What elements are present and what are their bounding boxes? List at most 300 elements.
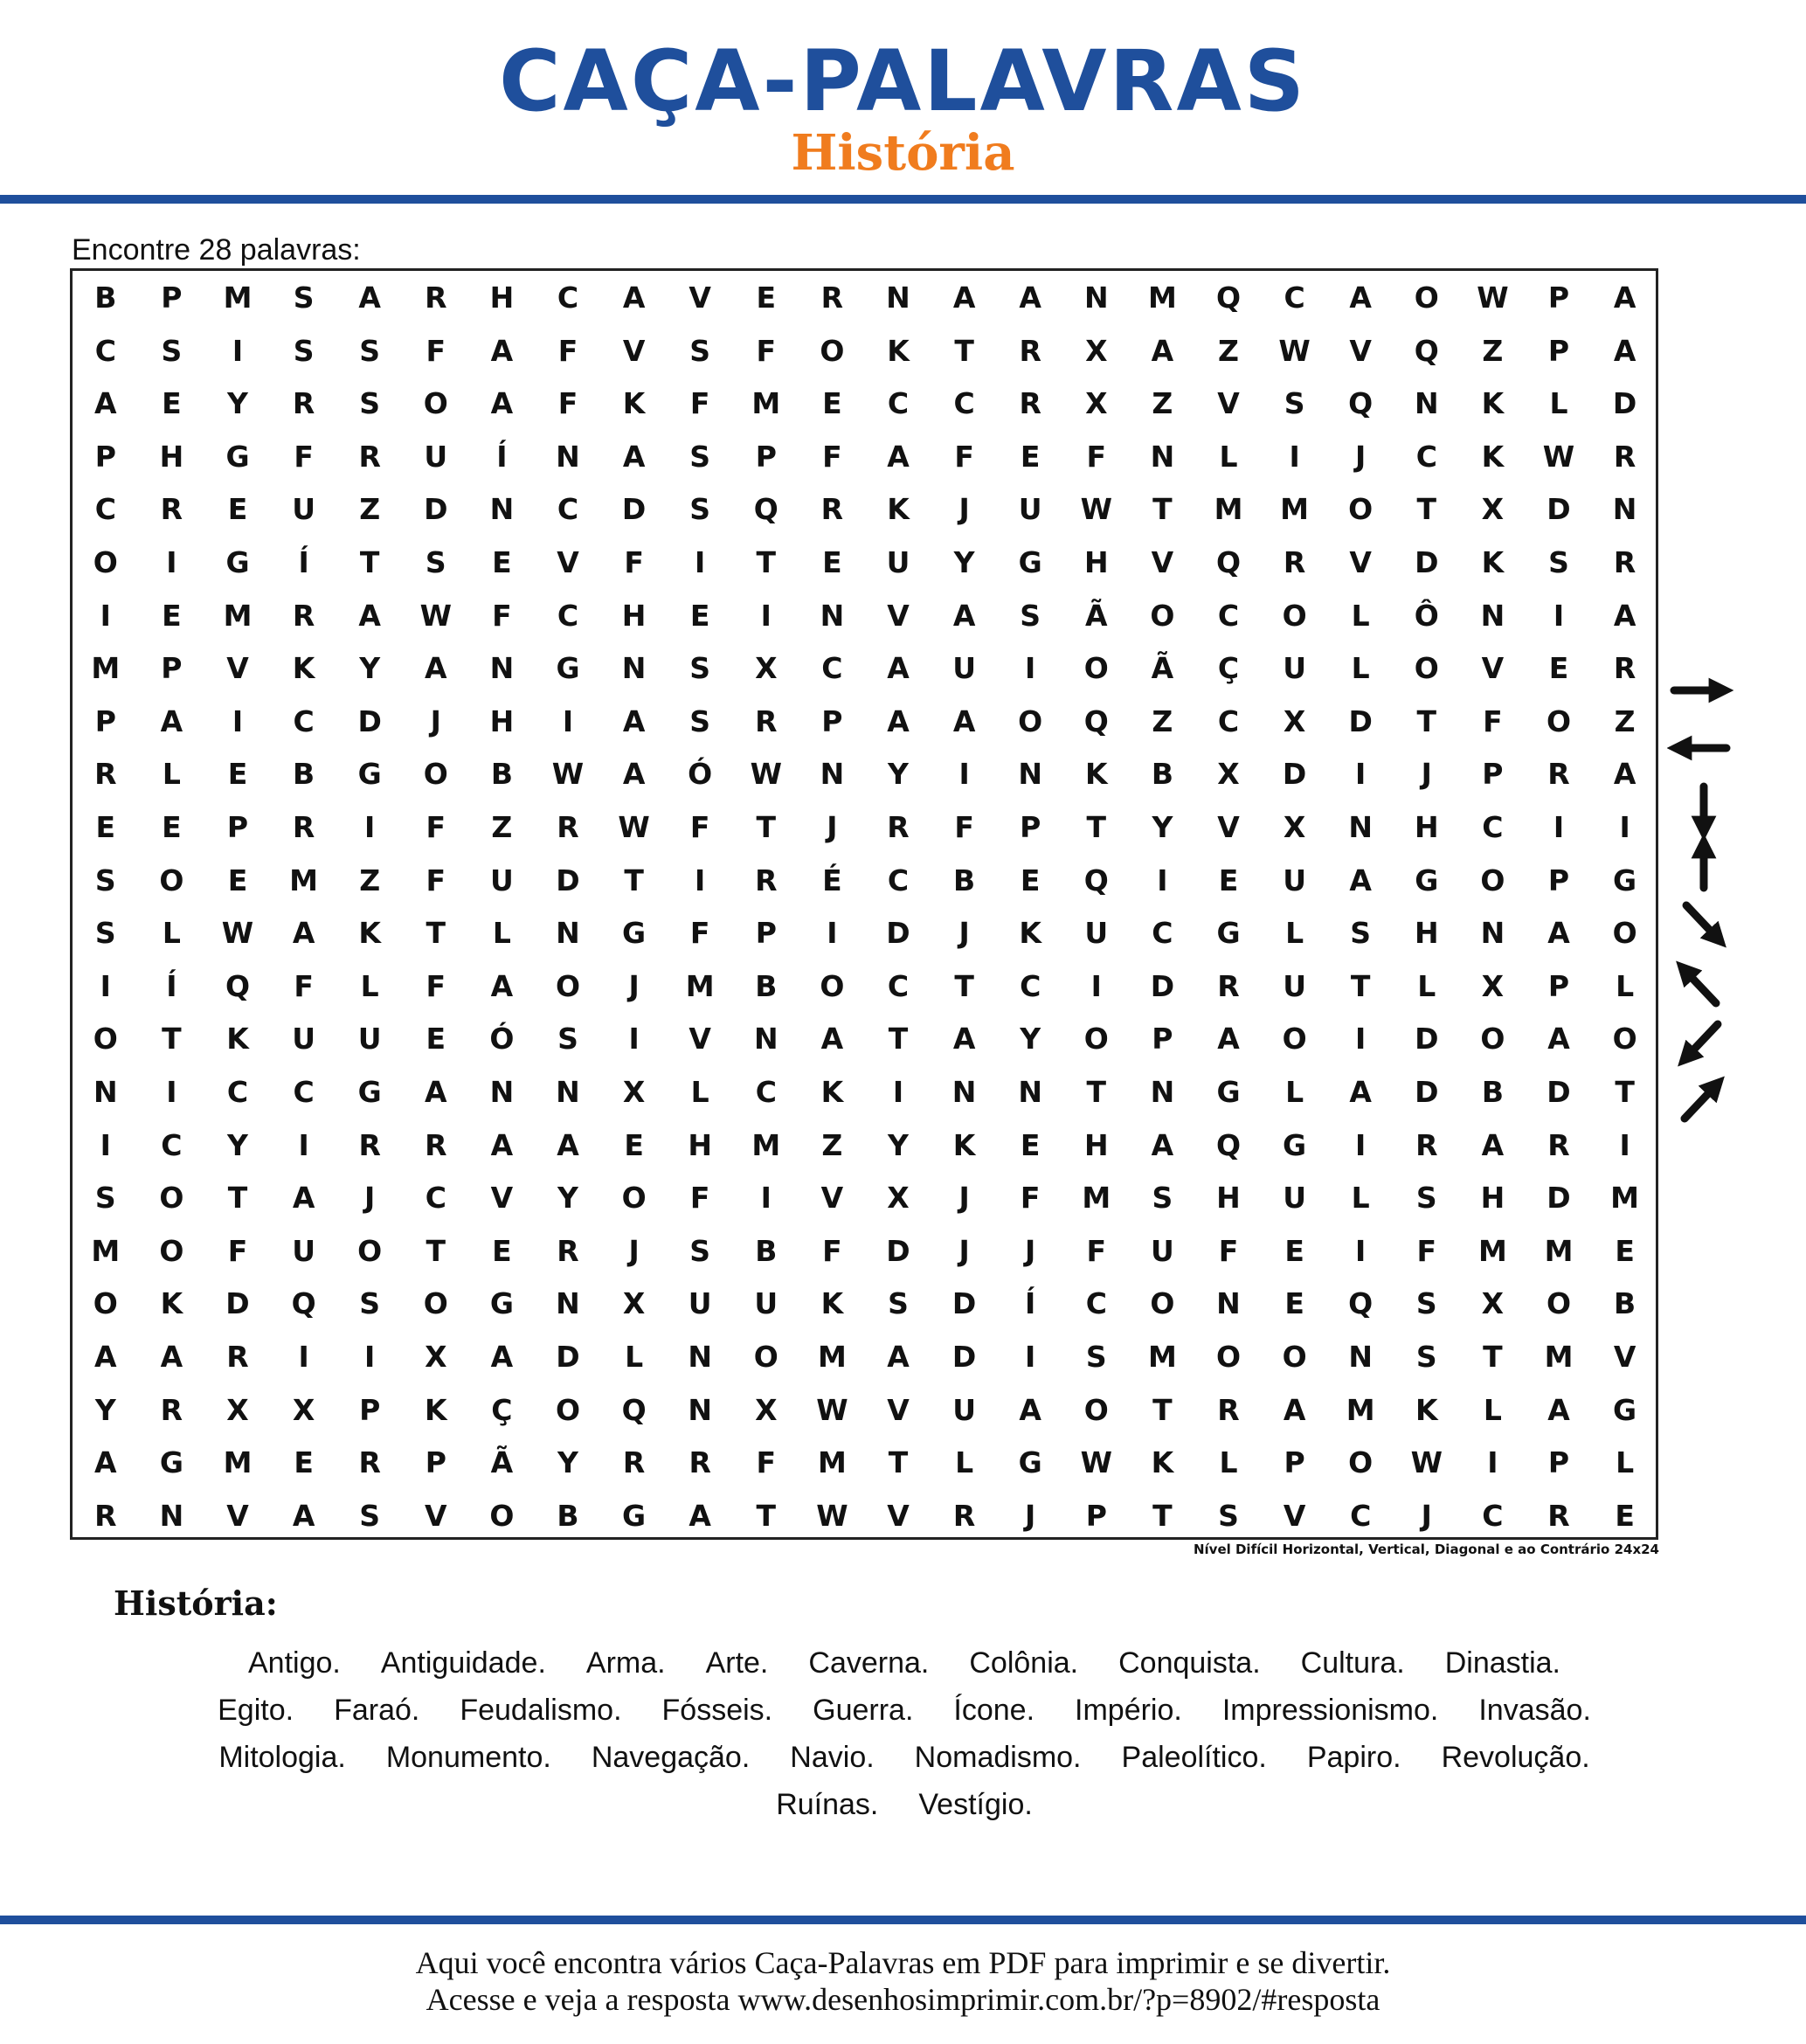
grid-cell[interactable]: C <box>1482 1498 1504 1533</box>
grid-cell[interactable]: V <box>1217 386 1240 421</box>
grid-cell[interactable]: L <box>1616 968 1635 1003</box>
grid-cell[interactable]: S <box>293 333 315 368</box>
grid-cell[interactable]: O <box>489 1498 515 1533</box>
grid-cell[interactable]: J <box>1421 757 1432 792</box>
grid-cell[interactable]: H <box>1216 1181 1241 1216</box>
grid-cell[interactable]: O <box>159 1233 184 1268</box>
grid-cell[interactable]: M <box>223 281 253 315</box>
grid-cell[interactable]: E <box>426 1022 446 1057</box>
grid-cell[interactable]: Y <box>888 757 909 792</box>
grid-cell[interactable]: U <box>952 651 976 686</box>
grid-cell[interactable]: G <box>1283 1127 1307 1162</box>
grid-cell[interactable]: U <box>754 1286 778 1321</box>
grid-cell[interactable]: Ô <box>1414 598 1439 633</box>
grid-cell[interactable]: M <box>1544 1233 1574 1268</box>
grid-cell[interactable]: N <box>1348 810 1373 844</box>
grid-cell[interactable]: Q <box>1083 703 1109 738</box>
grid-cell[interactable]: N <box>1216 1286 1241 1321</box>
grid-cell[interactable]: V <box>887 598 910 633</box>
grid-cell[interactable]: I <box>298 1127 309 1162</box>
grid-cell[interactable]: N <box>1018 757 1042 792</box>
grid-cell[interactable]: M <box>223 1445 253 1480</box>
grid-cell[interactable]: R <box>755 703 778 738</box>
grid-cell[interactable]: W <box>816 1498 848 1533</box>
grid-cell[interactable]: C <box>1020 968 1041 1003</box>
grid-cell[interactable]: O <box>1150 598 1175 633</box>
grid-cell[interactable]: Q <box>753 492 778 527</box>
grid-cell[interactable]: R <box>887 810 910 844</box>
grid-cell[interactable]: R <box>1613 545 1636 579</box>
grid-cell[interactable]: I <box>166 1075 177 1109</box>
grid-cell[interactable]: F <box>1020 1181 1041 1216</box>
grid-cell[interactable]: K <box>1085 757 1108 792</box>
grid-cell[interactable]: U <box>292 492 315 527</box>
grid-cell[interactable]: A <box>622 757 646 792</box>
grid-cell[interactable]: K <box>358 916 381 951</box>
grid-cell[interactable]: I <box>100 1127 111 1162</box>
grid-cell[interactable]: D <box>951 1340 977 1374</box>
grid-cell[interactable]: F <box>1416 1233 1437 1268</box>
grid-cell[interactable]: A <box>1151 333 1174 368</box>
grid-cell[interactable]: V <box>887 1392 910 1427</box>
grid-cell[interactable]: D <box>1282 757 1307 792</box>
grid-cell[interactable]: O <box>1612 1022 1637 1057</box>
grid-cell[interactable]: N <box>886 281 910 315</box>
grid-cell[interactable]: X <box>1481 1286 1505 1321</box>
grid-cell[interactable]: P <box>425 1445 446 1480</box>
grid-cell[interactable]: H <box>1083 1127 1109 1162</box>
grid-cell[interactable]: A <box>1613 757 1636 792</box>
grid-cell[interactable]: G <box>1216 1075 1241 1109</box>
grid-cell[interactable]: F <box>1086 439 1107 474</box>
grid-cell[interactable]: R <box>425 281 447 315</box>
grid-cell[interactable]: D <box>886 1233 910 1268</box>
grid-cell[interactable]: R <box>358 1127 381 1162</box>
grid-cell[interactable]: E <box>1020 439 1041 474</box>
grid-cell[interactable]: A <box>952 598 976 633</box>
grid-cell[interactable]: K <box>1481 386 1505 421</box>
grid-cell[interactable]: D <box>1415 1022 1439 1057</box>
grid-cell[interactable]: I <box>1355 1127 1367 1162</box>
grid-cell[interactable]: O <box>1612 916 1637 951</box>
grid-cell[interactable]: B <box>490 757 513 792</box>
grid-cell[interactable]: M <box>751 386 781 421</box>
grid-cell[interactable]: R <box>94 1498 117 1533</box>
grid-cell[interactable]: P <box>1547 333 1570 368</box>
grid-cell[interactable]: N <box>489 492 515 527</box>
grid-cell[interactable]: X <box>226 1392 249 1427</box>
grid-cell[interactable]: N <box>1150 439 1175 474</box>
grid-cell[interactable]: O <box>820 333 845 368</box>
grid-cell[interactable]: O <box>423 1286 448 1321</box>
grid-cell[interactable]: U <box>1283 1181 1306 1216</box>
grid-cell[interactable]: E <box>1548 651 1569 686</box>
grid-cell[interactable]: S <box>1218 1498 1239 1533</box>
grid-cell[interactable]: V <box>226 651 249 686</box>
grid-cell[interactable]: K <box>292 651 315 686</box>
grid-cell[interactable]: N <box>556 916 580 951</box>
grid-cell[interactable]: D <box>1348 703 1373 738</box>
grid-cell[interactable]: D <box>1547 492 1571 527</box>
grid-cell[interactable]: Q <box>1348 386 1374 421</box>
grid-cell[interactable]: H <box>1083 545 1109 579</box>
grid-cell[interactable]: R <box>1613 439 1636 474</box>
grid-cell[interactable]: V <box>887 1498 910 1533</box>
grid-cell[interactable]: N <box>1018 1075 1042 1109</box>
grid-cell[interactable]: M <box>289 863 319 897</box>
grid-cell[interactable]: D <box>424 492 448 527</box>
grid-cell[interactable]: J <box>827 810 838 844</box>
grid-cell[interactable]: D <box>1415 545 1439 579</box>
grid-cell[interactable]: L <box>625 1340 644 1374</box>
grid-cell[interactable]: A <box>292 1498 315 1533</box>
grid-cell[interactable]: P <box>1284 1445 1305 1480</box>
grid-cell[interactable]: T <box>756 545 777 579</box>
grid-cell[interactable]: A <box>1217 1022 1240 1057</box>
grid-cell[interactable]: O <box>753 1340 778 1374</box>
grid-cell[interactable]: G <box>1415 863 1439 897</box>
grid-cell[interactable]: A <box>160 1340 183 1374</box>
grid-cell[interactable]: M <box>1544 1340 1574 1374</box>
grid-cell[interactable]: T <box>1483 1340 1503 1374</box>
grid-cell[interactable]: K <box>820 1075 844 1109</box>
grid-cell[interactable]: A <box>94 1340 117 1374</box>
grid-cell[interactable]: Q <box>621 1392 647 1427</box>
grid-cell[interactable]: U <box>292 1022 315 1057</box>
grid-cell[interactable]: A <box>94 386 117 421</box>
grid-cell[interactable]: M <box>1082 1181 1111 1216</box>
grid-cell[interactable]: J <box>430 703 441 738</box>
grid-cell[interactable]: F <box>689 916 710 951</box>
grid-cell[interactable]: S <box>689 703 711 738</box>
grid-cell[interactable]: A <box>292 916 315 951</box>
grid-cell[interactable]: U <box>489 863 514 897</box>
grid-cell[interactable]: Y <box>557 1181 578 1216</box>
grid-cell[interactable]: Q <box>291 1286 316 1321</box>
grid-cell[interactable]: C <box>1217 598 1240 633</box>
grid-cell[interactable]: W <box>1410 1445 1443 1480</box>
grid-cell[interactable]: W <box>551 757 585 792</box>
grid-cell[interactable]: N <box>1480 916 1505 951</box>
grid-cell[interactable]: Q <box>1215 1127 1242 1162</box>
grid-cell[interactable]: H <box>688 1127 712 1162</box>
grid-cell[interactable]: B <box>953 863 976 897</box>
grid-cell[interactable]: K <box>425 1392 447 1427</box>
grid-cell[interactable]: T <box>624 863 644 897</box>
grid-cell[interactable]: C <box>887 863 910 897</box>
grid-cell[interactable]: L <box>1483 1392 1502 1427</box>
grid-cell[interactable]: S <box>1284 386 1305 421</box>
grid-cell[interactable]: S <box>557 1022 578 1057</box>
grid-cell[interactable]: R <box>688 1445 711 1480</box>
grid-cell[interactable]: U <box>357 1022 382 1057</box>
grid-cell[interactable]: R <box>755 863 778 897</box>
grid-cell[interactable]: O <box>423 386 448 421</box>
grid-cell[interactable]: M <box>817 1445 847 1480</box>
grid-cell[interactable]: E <box>162 386 182 421</box>
grid-cell[interactable]: C <box>1482 810 1504 844</box>
grid-cell[interactable]: R <box>1415 1127 1438 1162</box>
grid-cell[interactable]: T <box>888 1022 909 1057</box>
grid-cell[interactable]: A <box>490 333 514 368</box>
grid-cell[interactable]: I <box>1355 757 1367 792</box>
grid-cell[interactable]: L <box>1351 1181 1370 1216</box>
grid-cell[interactable]: T <box>1416 703 1437 738</box>
grid-cell[interactable]: V <box>820 1181 844 1216</box>
grid-cell[interactable]: O <box>1083 1392 1109 1427</box>
grid-cell[interactable]: H <box>1414 810 1439 844</box>
grid-cell[interactable]: Z <box>1152 703 1173 738</box>
grid-cell[interactable]: T <box>1152 492 1173 527</box>
grid-cell[interactable]: C <box>953 386 975 421</box>
grid-cell[interactable]: S <box>1020 598 1041 633</box>
grid-cell[interactable]: D <box>1415 1075 1439 1109</box>
grid-cell[interactable]: U <box>1283 863 1306 897</box>
grid-cell[interactable]: Ã <box>1085 598 1108 633</box>
grid-cell[interactable]: P <box>1547 863 1570 897</box>
grid-cell[interactable]: O <box>1546 1286 1572 1321</box>
grid-cell[interactable]: D <box>1612 386 1637 421</box>
grid-cell[interactable]: A <box>1019 281 1041 315</box>
grid-cell[interactable]: F <box>426 863 446 897</box>
grid-cell[interactable]: P <box>1482 757 1504 792</box>
grid-cell[interactable]: J <box>958 1233 970 1268</box>
grid-cell[interactable]: N <box>159 1498 184 1533</box>
grid-cell[interactable]: U <box>886 545 910 579</box>
grid-cell[interactable]: D <box>357 703 382 738</box>
grid-cell[interactable]: I <box>695 863 706 897</box>
grid-cell[interactable]: P <box>161 281 183 315</box>
grid-cell[interactable]: N <box>556 1286 580 1321</box>
grid-cell[interactable]: P <box>755 916 777 951</box>
grid-cell[interactable]: N <box>1612 492 1637 527</box>
grid-cell[interactable]: X <box>292 1392 315 1427</box>
grid-cell[interactable]: O <box>1083 1022 1109 1057</box>
grid-cell[interactable]: S <box>425 545 446 579</box>
grid-cell[interactable]: M <box>1477 1233 1507 1268</box>
grid-cell[interactable]: P <box>821 703 843 738</box>
grid-cell[interactable]: F <box>426 968 446 1003</box>
grid-cell[interactable]: R <box>94 757 117 792</box>
grid-cell[interactable]: Q <box>1348 1286 1374 1321</box>
grid-cell[interactable]: F <box>954 439 974 474</box>
grid-cell[interactable]: A <box>622 439 646 474</box>
grid-cell[interactable]: Y <box>888 1127 909 1162</box>
grid-cell[interactable]: M <box>1147 281 1177 315</box>
grid-cell[interactable]: T <box>426 1233 446 1268</box>
grid-cell[interactable]: M <box>751 1127 781 1162</box>
grid-cell[interactable]: V <box>622 333 646 368</box>
grid-cell[interactable]: N <box>489 1075 515 1109</box>
grid-cell[interactable]: R <box>358 1445 381 1480</box>
grid-cell[interactable]: D <box>886 916 910 951</box>
grid-cell[interactable]: S <box>359 333 381 368</box>
grid-cell[interactable]: D <box>1547 1181 1571 1216</box>
grid-cell[interactable]: L <box>1285 1075 1304 1109</box>
grid-cell[interactable]: N <box>556 1075 580 1109</box>
grid-cell[interactable]: A <box>1019 1392 1041 1427</box>
grid-cell[interactable]: I <box>1619 810 1630 844</box>
grid-cell[interactable]: T <box>1086 810 1107 844</box>
grid-cell[interactable]: T <box>888 1445 909 1480</box>
grid-cell[interactable]: X <box>622 1075 646 1109</box>
grid-cell[interactable]: S <box>359 1498 381 1533</box>
grid-cell[interactable]: U <box>952 1392 976 1427</box>
grid-cell[interactable]: H <box>489 703 515 738</box>
grid-cell[interactable]: O <box>1546 703 1572 738</box>
grid-cell[interactable]: T <box>1615 1075 1635 1109</box>
grid-cell[interactable]: A <box>292 1181 315 1216</box>
grid-cell[interactable]: Í <box>1025 1286 1036 1321</box>
grid-cell[interactable]: I <box>1090 968 1102 1003</box>
grid-cell[interactable]: E <box>1020 1127 1041 1162</box>
grid-cell[interactable]: S <box>689 492 711 527</box>
grid-cell[interactable]: E <box>492 545 512 579</box>
grid-cell[interactable]: L <box>1417 968 1436 1003</box>
grid-cell[interactable]: V <box>1349 545 1372 579</box>
grid-cell[interactable]: V <box>1217 810 1240 844</box>
grid-cell[interactable]: C <box>1415 439 1437 474</box>
grid-cell[interactable]: A <box>1349 863 1372 897</box>
grid-cell[interactable]: F <box>756 1445 777 1480</box>
grid-cell[interactable]: H <box>1414 916 1439 951</box>
grid-cell[interactable]: T <box>1152 1498 1173 1533</box>
grid-cell[interactable]: R <box>557 1233 579 1268</box>
grid-cell[interactable]: K <box>1415 1392 1438 1427</box>
grid-cell[interactable]: S <box>94 863 116 897</box>
grid-cell[interactable]: D <box>556 1340 580 1374</box>
grid-cell[interactable]: A <box>490 386 514 421</box>
grid-cell[interactable]: Í <box>166 968 177 1003</box>
grid-cell[interactable]: G <box>1018 545 1042 579</box>
grid-cell[interactable]: F <box>1218 1233 1239 1268</box>
grid-cell[interactable]: I <box>1487 1445 1498 1480</box>
grid-cell[interactable]: X <box>1283 703 1306 738</box>
grid-cell[interactable]: L <box>1351 598 1370 633</box>
grid-cell[interactable]: O <box>1150 1286 1175 1321</box>
grid-cell[interactable]: R <box>1217 968 1240 1003</box>
grid-cell[interactable]: V <box>557 545 579 579</box>
grid-cell[interactable]: V <box>1151 545 1174 579</box>
grid-cell[interactable]: F <box>557 333 578 368</box>
grid-cell[interactable]: X <box>1283 810 1306 844</box>
grid-cell[interactable]: I <box>1355 1022 1367 1057</box>
grid-cell[interactable]: M <box>91 651 121 686</box>
grid-cell[interactable]: I <box>958 757 970 792</box>
grid-cell[interactable]: Z <box>359 492 381 527</box>
grid-cell[interactable]: W <box>1080 1445 1112 1480</box>
grid-cell[interactable]: S <box>1415 1340 1437 1374</box>
grid-cell[interactable]: Q <box>1215 545 1242 579</box>
grid-cell[interactable]: O <box>159 863 184 897</box>
grid-cell[interactable]: R <box>292 810 315 844</box>
grid-cell[interactable]: F <box>426 810 446 844</box>
grid-cell[interactable]: L <box>492 916 511 951</box>
grid-cell[interactable]: G <box>1613 863 1637 897</box>
grid-cell[interactable]: F <box>822 439 842 474</box>
grid-cell[interactable]: F <box>294 439 314 474</box>
grid-cell[interactable]: F <box>1086 1233 1107 1268</box>
grid-cell[interactable]: G <box>1216 916 1241 951</box>
grid-cell[interactable]: B <box>1614 1286 1636 1321</box>
grid-cell[interactable]: T <box>1350 968 1371 1003</box>
grid-cell[interactable]: Ç <box>1217 651 1240 686</box>
grid-cell[interactable]: V <box>1613 1340 1636 1374</box>
grid-cell[interactable]: S <box>689 651 711 686</box>
grid-cell[interactable]: B <box>557 1498 579 1533</box>
grid-cell[interactable]: R <box>1019 386 1041 421</box>
grid-cell[interactable]: R <box>1547 1498 1570 1533</box>
grid-cell[interactable]: Y <box>557 1445 578 1480</box>
grid-cell[interactable]: X <box>755 1392 778 1427</box>
grid-cell[interactable]: K <box>1481 545 1505 579</box>
grid-cell[interactable]: E <box>822 545 842 579</box>
grid-cell[interactable]: O <box>1018 703 1043 738</box>
grid-cell[interactable]: J <box>1355 439 1367 474</box>
grid-cell[interactable]: Y <box>227 386 248 421</box>
grid-cell[interactable]: W <box>221 916 254 951</box>
grid-cell[interactable]: O <box>621 1181 647 1216</box>
grid-cell[interactable]: R <box>425 1127 447 1162</box>
grid-cell[interactable]: G <box>489 1286 514 1321</box>
grid-cell[interactable]: W <box>1278 333 1311 368</box>
grid-cell[interactable]: O <box>555 1392 581 1427</box>
grid-cell[interactable]: Ó <box>688 757 713 792</box>
grid-cell[interactable]: F <box>689 386 710 421</box>
grid-cell[interactable]: F <box>1483 703 1503 738</box>
grid-cell[interactable]: Z <box>1614 703 1636 738</box>
grid-cell[interactable]: G <box>357 1075 382 1109</box>
grid-cell[interactable]: N <box>951 1075 977 1109</box>
grid-cell[interactable]: V <box>688 281 711 315</box>
grid-cell[interactable]: J <box>628 968 640 1003</box>
grid-cell[interactable]: C <box>557 598 579 633</box>
grid-cell[interactable]: G <box>1613 1392 1637 1427</box>
grid-cell[interactable]: P <box>94 439 116 474</box>
grid-cell[interactable]: C <box>1350 1498 1372 1533</box>
grid-cell[interactable]: X <box>1481 492 1505 527</box>
grid-cell[interactable]: Z <box>1152 386 1173 421</box>
grid-cell[interactable]: A <box>1151 1127 1174 1162</box>
grid-cell[interactable]: Q <box>225 968 251 1003</box>
grid-cell[interactable]: L <box>1616 1445 1635 1480</box>
grid-cell[interactable]: E <box>1615 1233 1635 1268</box>
grid-cell[interactable]: P <box>1547 968 1570 1003</box>
grid-cell[interactable]: Y <box>1020 1022 1041 1057</box>
grid-cell[interactable]: Ç <box>491 1392 513 1427</box>
grid-cell[interactable]: O <box>1414 281 1439 315</box>
grid-cell[interactable]: M <box>1280 492 1310 527</box>
grid-cell[interactable]: R <box>226 1340 249 1374</box>
grid-cell[interactable]: X <box>1217 757 1240 792</box>
grid-cell[interactable]: E <box>95 810 116 844</box>
grid-cell[interactable]: L <box>162 916 181 951</box>
grid-cell[interactable]: L <box>1351 651 1370 686</box>
grid-cell[interactable]: E <box>492 1233 512 1268</box>
grid-cell[interactable]: Q <box>1414 333 1439 368</box>
grid-cell[interactable]: I <box>1553 598 1565 633</box>
grid-cell[interactable]: L <box>162 757 181 792</box>
grid-cell[interactable]: Ó <box>489 1022 515 1057</box>
grid-cell[interactable]: S <box>1152 1181 1173 1216</box>
grid-cell[interactable]: L <box>1285 916 1304 951</box>
grid-cell[interactable]: A <box>952 1022 976 1057</box>
grid-cell[interactable]: I <box>562 703 574 738</box>
grid-cell[interactable]: Z <box>1482 333 1504 368</box>
grid-cell[interactable]: R <box>292 386 315 421</box>
grid-cell[interactable]: I <box>1553 810 1565 844</box>
grid-cell[interactable]: P <box>1020 810 1041 844</box>
